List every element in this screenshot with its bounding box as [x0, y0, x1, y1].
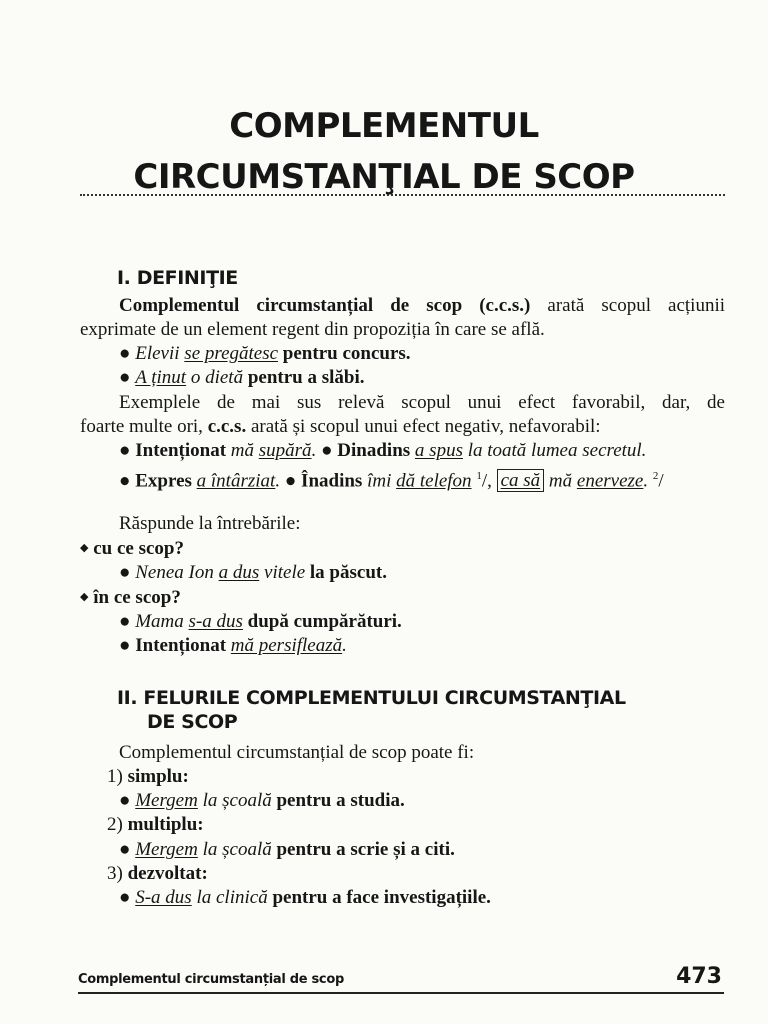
definition-line-2: exprimate de un element regent din propoziția în care se află.: [80, 319, 545, 340]
type-1: 1) simplu:: [107, 766, 189, 787]
footer-rule: [78, 992, 724, 994]
types-intro: Complementul circumstanțial de scop poate fi:: [119, 742, 475, 763]
question-1: ◆ cu ce scop?: [80, 538, 184, 559]
question-2-example-1: ● Mama s-a dus după cumpărături.: [119, 611, 402, 632]
example-2: ● A ținut o dietă pentru a slăbi.: [119, 367, 365, 388]
boxed-conjunction: ca să: [497, 469, 545, 492]
bullet-icon: ●: [119, 470, 131, 492]
type-3: 3) dezvoltat:: [107, 863, 208, 884]
section-1-heading: I. DEFINIŢIE: [117, 267, 238, 289]
diamond-icon: ◆: [80, 542, 89, 554]
bullet-icon: ●: [119, 611, 131, 632]
bullet-icon: ●: [119, 887, 131, 908]
example-4: ● Expres a întârziat. ● Înadins îmi dă telefon $^1$/, ca să mă enerveze. $^2$/: [119, 470, 664, 492]
definition-text: arată scopul acțiunii: [530, 295, 726, 316]
bullet-icon: ●: [119, 562, 131, 583]
bullet-icon: ●: [119, 367, 131, 388]
running-title: Complementul circumstanțial de scop: [78, 972, 344, 987]
example-1: ● Elevii se pregătesc pentru concurs.: [119, 343, 411, 364]
question-1-example: ● Nenea Ion a dus vitele la păscut.: [119, 562, 387, 583]
type-2: 2) multiplu:: [107, 814, 204, 835]
bullet-icon: ●: [119, 635, 131, 656]
title-dotted-rule: [80, 194, 725, 196]
title-line-2: CIRCUMSTANŢIAL DE SCOP: [133, 157, 635, 197]
title-line-1: COMPLEMENTUL: [229, 106, 539, 146]
explanation-line-2: foarte multe ori, c.c.s. arată și scopul unui efect negativ, nefavorabil:: [80, 416, 601, 437]
section-2-heading-line-1: II. FELURILE COMPLEMENTULUI CIRCUMSTANŢIAL: [117, 687, 626, 709]
bullet-icon: ●: [119, 343, 131, 364]
questions-intro: Răspunde la întrebările:: [119, 513, 301, 534]
definition-line-1: [119, 294, 725, 318]
definition-term: Complementul circumstanțial de scop (c.c.s.): [119, 295, 531, 316]
question-2: ◆ în ce scop?: [80, 587, 181, 608]
page-number: 473: [676, 964, 722, 989]
explanation-line-1: Exemplele de mai sus relevă scopul unui efect favorabil, dar, de: [119, 392, 725, 413]
bullet-icon: ●: [119, 790, 131, 811]
section-2-heading-line-2: DE SCOP: [147, 711, 238, 733]
type-2-example: ● Mergem la școală pentru a scrie și a citi.: [119, 839, 455, 860]
bullet-icon: ●: [284, 470, 297, 492]
bullet-icon: ●: [321, 440, 333, 461]
example-3: ● Intenționat mă supără. ● Dinadins a spus la toată lumea secretul.: [119, 440, 647, 461]
bullet-icon: ●: [119, 440, 131, 461]
bullet-icon: ●: [119, 839, 131, 860]
question-2-example-2: ● Intenționat mă persiflează.: [119, 635, 347, 656]
type-1-example: ● Mergem la școală pentru a studia.: [119, 790, 405, 811]
diamond-icon: ◆: [80, 591, 89, 603]
type-3-example: ● S-a dus la clinică pentru a face investigațiile.: [119, 887, 491, 908]
